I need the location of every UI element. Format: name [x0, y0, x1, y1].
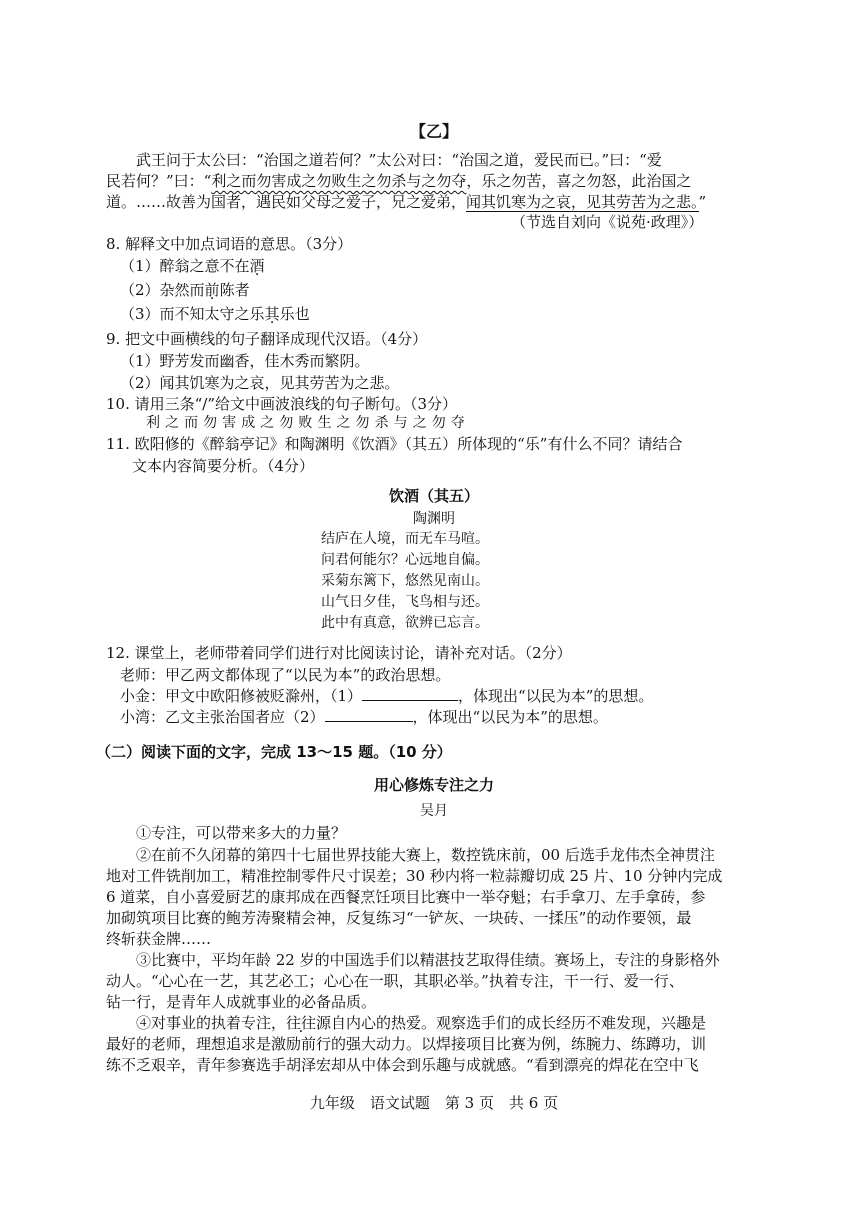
answer-blank-2[interactable]	[325, 707, 413, 722]
dotted-word: 前	[204, 281, 220, 299]
q8-item-3	[120, 304, 310, 324]
yi-source: （节选自刘向《说苑·政理》）	[511, 213, 704, 231]
paragraph-4-line: 练不乏艰辛，青年参赛选手胡泽宏却从中体会到乐趣与成就感。“看到漂亮的焊花在空中飞	[106, 1056, 699, 1074]
q8-item-2-text-b: 陈者	[219, 281, 250, 299]
yi-heading: 【乙】	[409, 122, 458, 141]
q9-item-2: （2）闻其饥寒为之哀，见其劳苦为之悲。	[120, 374, 400, 392]
q8-item-3-text-b: 乐也	[279, 305, 310, 323]
q12-xiaowan-text-a: 小湾：乙文主张治国者应（2）	[120, 708, 325, 726]
section-2-heading: （二）阅读下面的文字，完成 13～15 题。（10 分）	[96, 743, 452, 761]
paragraph-4-text-b: 源自内心的热爱。观察选手们的成长经历不难发现，兴趣是	[316, 1014, 707, 1032]
paragraph-2-line: 6 道菜，自小喜爱厨艺的康邦成在西餐烹饪项目比赛中一举夺魁；右手拿刀、左手拿砖，参	[106, 888, 706, 906]
paragraph-4-text-a: ④对事业的执着专注，	[136, 1014, 287, 1032]
q12-teacher: 老师：甲乙两文都体现了“以民为本”的政治思想。	[120, 666, 451, 684]
dotted-word: 其	[264, 305, 280, 323]
q9-item-1: （1）野芳发而幽香，佳木秀而繁阴。	[120, 352, 370, 370]
q8-stem: 8. 解释文中加点词语的意思。（3分）	[106, 235, 353, 253]
q12-xiaowan	[120, 707, 608, 727]
paragraph-4-line	[136, 1013, 706, 1033]
paragraph-2-line: 地对工件铣削加工，精准控制零件尺寸误差；30 秒内将一粒蒜瓣切成 25 片、10 分钟内完成	[106, 867, 723, 885]
q12-xiaojin-text-b: ，体现出“以民为本”的思想。	[458, 687, 654, 705]
poem-author: 陶渊明	[413, 511, 455, 527]
q8-item-3-text-a: （3）而不知太守之乐	[120, 305, 265, 323]
q11-line-2: 文本内容简要分析。（4分）	[132, 457, 315, 475]
paragraph-2-line: 加砌筑项目比赛的鲍芳涛聚精会神，反复练习“一铲灰、一块砖、一揉压”的动作要领，最	[106, 909, 692, 927]
q8-item-1-text: （1）醉翁之意不在	[120, 257, 250, 275]
paragraph-3-line: 动人。“心心在一艺，其艺必工；心心在一职，其职必举。”执着专注，干一行、爱一行、	[106, 972, 684, 990]
paragraph-2-line: ②在前不久闭幕的第四十七届世界技能大赛上，数控铣床前，00 后选手龙伟杰全神贯注	[136, 846, 715, 864]
q8-item-2-text-a: （2）杂然而	[120, 281, 205, 299]
q8-item-2	[120, 280, 250, 300]
paragraph-3-line: 钻一行，是青年人成就事业的必备品质。	[106, 993, 377, 1011]
q10-stem: 10. 请用三条“/”给文中画波浪线的句子断句。（3分）	[106, 395, 458, 413]
wavy-sentence: 利之而勿害成之勿败生之勿杀与之勿夺	[211, 172, 467, 190]
answer-blank-1[interactable]	[362, 686, 458, 701]
yi-text-line-1: 武王问于太公曰：“治国之道若何？”太公对曰：“治国之道，爱民而已。”曰：“爱	[136, 151, 662, 169]
q12-xiaojin-text-a: 小金：甲文中欧阳修被贬滁州，（1）	[120, 687, 363, 705]
q12-stem: 12. 课堂上，老师带着同学们进行对比阅读讨论，请补充对话。（2分）	[106, 644, 572, 662]
yi-text-line-2-start: 民若何？”曰：“	[106, 172, 212, 190]
poem-line: 此中有真意，欲辨已忘言。	[321, 615, 489, 631]
poem-line: 山气日夕佳，飞鸟相与还。	[321, 594, 489, 610]
dotted-word: 酒	[249, 257, 265, 275]
poem-line: 结庐在人境，而无车马喧。	[321, 531, 489, 547]
paragraph-1: ①专注，可以带来多大的力量？	[136, 824, 347, 842]
q9-stem: 9. 把文中画横线的句子翻译成现代汉语。（4分）	[106, 330, 428, 348]
q8-item-1	[120, 256, 265, 276]
q10-sentence: 利 之 而 勿 害 成 之 勿 败 生 之 勿 杀 与 之 勿 夺	[146, 415, 466, 431]
paragraph-3-line: ③比赛中，平均年龄 22 岁的中国选手们以精湛技艺取得佳绩。赛场上，专注的身影格外	[136, 951, 720, 969]
page-footer: 九年级 语文试题 第 3 页 共 6 页	[309, 1094, 559, 1112]
yi-text-line-2-end: ，乐之勿苦，喜之勿怒，此治国之	[466, 172, 692, 190]
poem-line: 采菊东篱下，悠然见南山。	[321, 573, 489, 589]
yi-text-line-2	[106, 171, 691, 191]
yi-text-line-3-start: 道。……故善为国者，遇民如父母之爱子，兄之爱弟，	[106, 193, 467, 211]
q12-xiaojin	[120, 686, 653, 706]
paragraph-4-line: 最好的老师，理想追求是激励前行的强大动力。以焊接项目比赛为例，练腕力、练蹲功，训	[106, 1035, 707, 1053]
paragraph-2-line: 终斩获金牌……	[106, 930, 212, 948]
dotted-word: 往往	[286, 1014, 317, 1032]
yi-text-line-3-end: ”	[698, 193, 707, 211]
article-author: 吴月	[420, 803, 448, 819]
underlined-sentence: 闻其饥寒为之哀，见其劳苦为之悲。	[466, 193, 699, 211]
article-title: 用心修炼专注之力	[373, 776, 494, 794]
q11-line-1: 11. 欧阳修的《醉翁亭记》和陶渊明《饮酒》（其五）所体现的“乐”有什么不同？请结合	[106, 435, 683, 453]
q12-xiaowan-text-b: ，体现出“以民为本”的思想。	[412, 708, 608, 726]
poem-title: 饮酒（其五）	[388, 487, 479, 505]
poem-line: 问君何能尔？心远地自偏。	[321, 552, 489, 568]
yi-text-line-3	[106, 192, 706, 212]
